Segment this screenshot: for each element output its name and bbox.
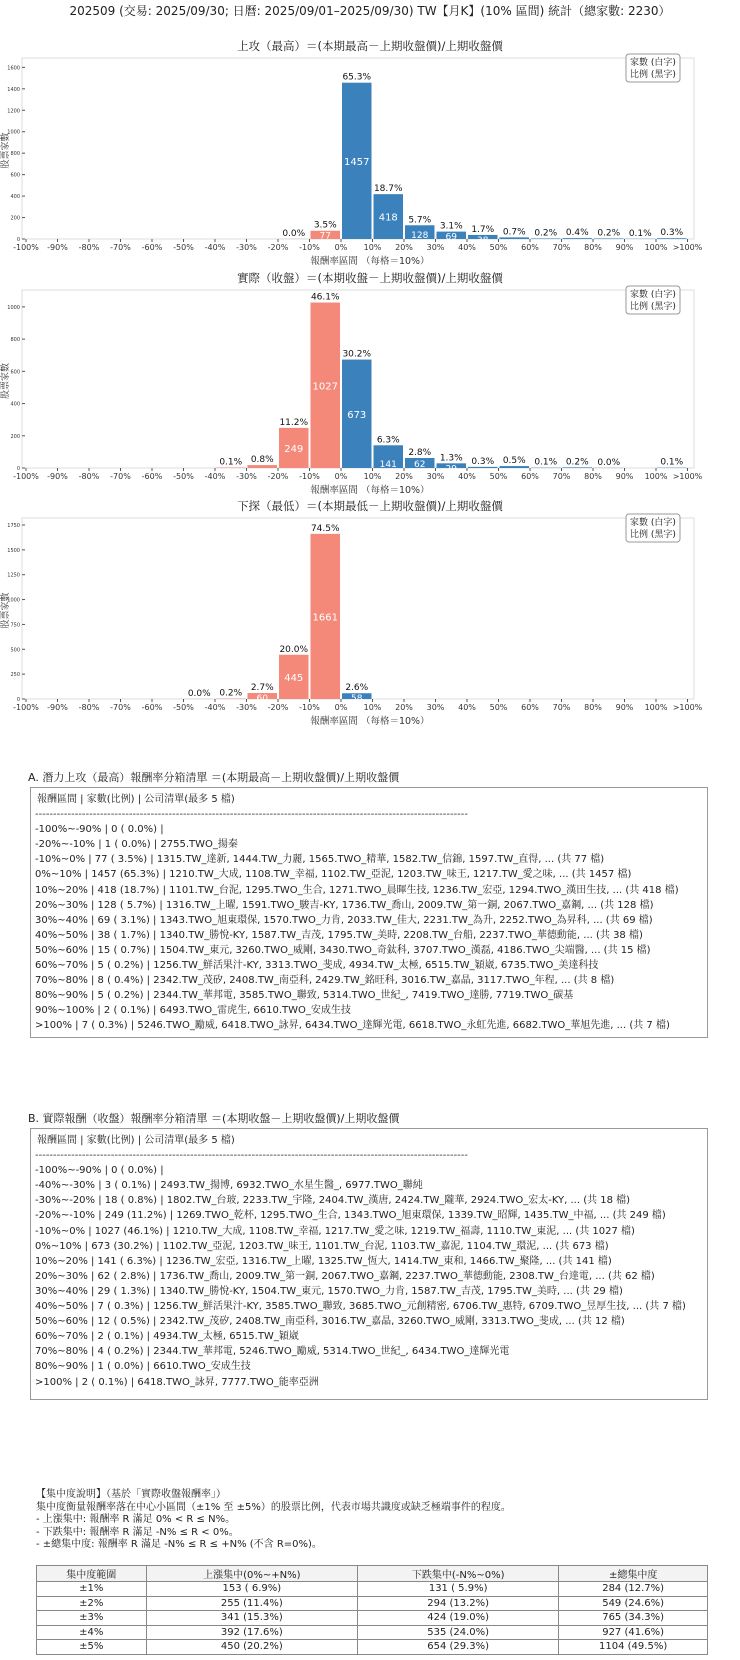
pct-label: 2.6% [345, 683, 369, 694]
bar [500, 237, 530, 239]
x-tick-label: -30% [236, 243, 257, 252]
table-cell: 424 (19.0%) [358, 1611, 559, 1626]
x-axis-label: 報酬率區間 （每格＝10%） [310, 485, 430, 496]
y-tick-label: 1500 [7, 547, 20, 554]
count-label: 69 [445, 232, 457, 243]
count-label: 38 [477, 235, 489, 246]
pct-label: 0.1% [628, 228, 652, 239]
pct-label: 3.1% [439, 221, 463, 232]
y-tick-label: 0 [16, 237, 20, 243]
list-row: -100%~-90% | 0 ( 0.0%) | [35, 1165, 164, 1177]
table-cell: ±2% [37, 1596, 147, 1611]
x-tick-label: -20% [267, 243, 289, 252]
x-tick-label: 40% [458, 703, 476, 712]
x-tick-label: -40% [204, 243, 226, 252]
x-tick-label: 90% [615, 243, 634, 252]
table-cell: 765 (34.3%) [559, 1611, 708, 1626]
y-tick-label: 400 [10, 194, 20, 201]
x-tick-label: -20% [267, 472, 289, 481]
y-axis-label: 股票家數 [1, 592, 11, 629]
list-row: 10%~20% | 141 ( 6.3%) | 1236.TW_宏亞, 1316.TW_上曜, 1325.TW_恆大, 1414.TW_東和, 1466.TW_聚隆, ... (共 141 檔) [35, 1255, 612, 1267]
bar [594, 238, 624, 239]
table-cell: ±5% [37, 1640, 147, 1655]
pct-label: 0.2% [219, 688, 243, 699]
x-tick-label: 70% [552, 243, 571, 252]
pct-label: 0.1% [660, 457, 684, 468]
y-tick-label: 1750 [7, 522, 20, 529]
x-tick-label: -80% [78, 472, 100, 481]
y-tick-label: 250 [10, 672, 20, 679]
pct-label: 0.5% [502, 456, 526, 467]
y-tick-label: 800 [10, 337, 20, 344]
y-tick-label: 1600 [7, 65, 20, 72]
x-tick-label: 40% [458, 472, 476, 481]
count-label: 1661 [312, 612, 338, 624]
x-axis-label: 報酬率區間 （每格＝10%） [310, 716, 430, 726]
pct-label: 0.1% [534, 457, 558, 468]
pct-label: 0.7% [502, 227, 526, 238]
x-tick-label: -80% [78, 243, 100, 252]
table-header-cell: 下跌集中(-N%~0%) [358, 1566, 559, 1582]
list-row: -20%~-10% | 249 (11.2%) | 1269.TWO_乾杯, 1295.TWO_生合, 1343.TWO_旭東環保, 1339.TW_昭輝, 1435.TW_中福, ... (共 249 檔) [35, 1210, 666, 1222]
list-row: 20%~30% | 62 ( 2.8%) | 1736.TW_喬山, 2009.TW_第一銅, 2067.TWO_嘉鋼, 2237.TWO_華德動能, 2308.TW_台達電, ... (共 62 檔) [35, 1270, 655, 1282]
count-label: 673 [347, 409, 367, 421]
x-tick-label: -100% [13, 703, 39, 712]
count-label: 1457 [344, 156, 370, 168]
list-a-box [30, 787, 708, 1038]
pct-label: 11.2% [279, 417, 309, 428]
bar [563, 467, 593, 468]
pct-label: 0.1% [219, 457, 243, 468]
table-cell: 153 ( 6.9%) [146, 1582, 357, 1597]
list-b-title: B. 實際報酬（收盤）報酬率分箱清單 ＝(本期收盤－上期收盤價)/上期收盤價 [28, 1112, 400, 1125]
table-cell: ±3% [37, 1611, 147, 1626]
pct-label: 0.2% [534, 228, 558, 239]
x-tick-label: 90% [615, 703, 634, 712]
pct-label: 46.1% [310, 292, 340, 303]
note-line: - 下跌集中: 報酬率 R 滿足 -N% ≤ R < 0%。 [36, 1526, 239, 1538]
pct-label: 1.3% [439, 453, 463, 464]
pct-label: 0.2% [597, 228, 621, 239]
chart-title: 下探（最低）＝(本期最低－上期收盤價)/上期收盤價 [237, 499, 503, 513]
note-line: 【集中度說明】（基於「實際收盤報酬率」） [36, 1489, 226, 1500]
x-tick-label: >100% [672, 703, 703, 712]
x-tick-label: -10% [299, 703, 320, 712]
x-tick-label: -90% [47, 703, 68, 712]
y-tick-label: 1000 [7, 304, 20, 311]
y-tick-label: 1200 [7, 108, 20, 115]
chart-low [0, 498, 740, 726]
list-row: 0%~10% | 1457 (65.3%) | 1210.TW_大成, 1108.TW_幸福, 1102.TW_亞泥, 1203.TW_味王, 1217.TW_愛之味, ... (共 1457 檔) [35, 869, 632, 881]
pct-label: 30.2% [342, 349, 372, 360]
x-tick-label: 80% [584, 703, 602, 712]
y-tick-label: 200 [10, 433, 20, 440]
y-tick-label: 750 [10, 622, 20, 629]
pct-label: 1.7% [471, 224, 495, 235]
table-row [37, 1640, 708, 1655]
chart-close [0, 270, 740, 498]
concentration-body [37, 1582, 708, 1655]
x-tick-label: 90% [615, 472, 634, 481]
x-tick-label: -100% [13, 243, 39, 252]
x-tick-label: 0% [334, 243, 348, 252]
y-tick-label: 0 [16, 697, 20, 703]
note-line: - ±總集中度: 報酬率 R 滿足 -N% ≤ R ≤ +N% (不含 R=0%)。 [36, 1539, 322, 1551]
list-row: 70%~80% | 8 ( 0.4%) | 2342.TW_茂矽, 2408.TW_南亞科, 2429.TW_銘旺科, 3016.TW_嘉晶, 3117.TWO_年程, ... (共 8 檔) [35, 975, 615, 987]
pct-label: 0.0% [597, 457, 621, 468]
list-row: -20%~-10% | 1 ( 0.0%) | 2755.TWO_揚秦 [35, 839, 238, 851]
y-tick-label: 600 [10, 369, 20, 376]
list-a-header: 報酬區間 | 家數(比例) | 公司清單(最多 5 檔) [37, 794, 235, 805]
legend-line: 比例 (黑字) [630, 530, 676, 540]
list-row: -10%~0% | 77 ( 3.5%) | 1315.TW_達新, 1444.TW_力麗, 1565.TWO_精華, 1582.TW_信錦, 1597.TW_直得, ... (共 77 檔) [35, 854, 605, 866]
count-label: 60 [256, 694, 268, 705]
x-tick-label: 10% [363, 243, 382, 252]
x-tick-label: -70% [110, 703, 131, 712]
list-row: 50%~60% | 15 ( 0.7%) | 1504.TW_東元, 3260.TWO_威剛, 3430.TWO_奇鈦科, 3707.TWO_漢磊, 4186.TWO_尖端醫, ... (共 15 檔) [35, 944, 651, 956]
pct-label: 74.5% [310, 523, 340, 534]
pct-label: 2.8% [408, 448, 432, 459]
x-tick-label: -10% [299, 472, 320, 481]
x-tick-label: -90% [47, 472, 68, 481]
count-label: 445 [284, 672, 304, 684]
list-row: 10%~20% | 418 (18.7%) | 1101.TW_台泥, 1295.TWO_生合, 1271.TWO_晨暉生技, 1236.TW_宏亞, 1294.TWO_漢田生技, ... (共 418 檔) [35, 884, 679, 896]
y-tick-label: 500 [10, 647, 20, 654]
x-tick-label: 50% [489, 703, 508, 712]
x-tick-label: 30% [426, 243, 445, 252]
y-tick-label: 0 [16, 466, 20, 472]
table-cell: 284 (12.7%) [559, 1582, 708, 1597]
table-row [37, 1625, 708, 1640]
x-tick-label: 40% [458, 243, 476, 252]
x-tick-label: 100% [644, 703, 668, 712]
table-cell: 341 (15.3%) [146, 1611, 357, 1626]
table-cell: 535 (24.0%) [358, 1625, 559, 1640]
x-tick-label: 50% [489, 472, 508, 481]
chart-title: 上攻（最高）＝(本期最高－上期收盤價)/上期收盤價 [237, 39, 503, 53]
list-row: 20%~30% | 128 ( 5.7%) | 1316.TW_上曜, 1591.TWO_駿吉-KY, 1736.TW_喬山, 2009.TW_第一銅, 2067.TWO_嘉鋼, ... (共 128 檔) [35, 899, 654, 911]
list-row: 90%~100% | 2 ( 0.1%) | 6493.TWO_雷虎生, 6610.TWO_安成生技 [35, 1005, 351, 1017]
bar [657, 238, 687, 239]
x-tick-label: 20% [395, 243, 413, 252]
y-tick-label: 200 [10, 215, 20, 222]
x-tick-label: -40% [204, 703, 226, 712]
table-cell: 549 (24.6%) [559, 1596, 708, 1611]
x-tick-label: -50% [173, 703, 194, 712]
x-tick-label: -100% [13, 472, 39, 481]
table-cell: 392 (17.6%) [146, 1625, 357, 1640]
count-label: 418 [378, 212, 398, 224]
x-tick-label: -50% [173, 243, 194, 252]
bar [468, 467, 498, 468]
list-row: 0%~10% | 673 (30.2%) | 1102.TW_亞泥, 1203.TW_味王, 1101.TW_台泥, 1103.TW_嘉泥, 1104.TW_環泥, ... (共 673 檔) [35, 1240, 609, 1252]
x-tick-label: 10% [363, 703, 382, 712]
y-tick-label: 1000 [7, 597, 20, 604]
table-cell: 1104 (49.5%) [559, 1640, 708, 1655]
table-cell: 654 (29.3%) [358, 1640, 559, 1655]
count-label: 249 [284, 443, 304, 455]
list-row: >100% | 7 ( 0.3%) | 5246.TWO_勵威, 6418.TWO_詠昇, 6434.TWO_達輝光電, 6618.TWO_永虹先進, 6682.TWO_華旭先進, ... (共 7 檔) [35, 1020, 670, 1032]
x-tick-label: -10% [299, 243, 320, 252]
table-cell: 927 (41.6%) [559, 1625, 708, 1640]
legend-line: 家數 (白字) [630, 58, 676, 68]
count-label: 128 [411, 231, 429, 241]
concentration-table [36, 1565, 708, 1655]
table-row [37, 1611, 708, 1626]
y-tick-label: 1400 [7, 86, 20, 93]
list-row: 80%~90% | 5 ( 0.2%) | 2344.TW_華邦電, 3585.TWO_聯致, 5314.TWO_世紀_, 7419.TWO_達勝, 7719.TWO_碳基 [35, 990, 574, 1002]
x-tick-label: -30% [236, 472, 257, 481]
table-header-cell: 集中度範圍 [37, 1566, 147, 1582]
table-header-cell: ±總集中度 [559, 1566, 708, 1582]
table-cell: 131 ( 5.9%) [358, 1582, 559, 1597]
chart-high [0, 38, 740, 273]
count-label: 1027 [312, 381, 338, 393]
y-axis-label: 股票家數 [1, 362, 11, 400]
list-row: 40%~50% | 38 ( 1.7%) | 1340.TW_勝悅-KY, 1587.TW_吉茂, 1795.TW_美時, 2208.TW_台船, 2237.TWO_華德動能, ... (共 38 檔) [35, 929, 643, 941]
pct-label: 6.3% [376, 435, 400, 446]
y-tick-label: 1250 [7, 572, 20, 579]
x-tick-label: 80% [584, 243, 602, 252]
pct-label: 65.3% [342, 72, 372, 83]
note-line: - 上漲集中: 報酬率 R 滿足 0% < R ≤ N%。 [36, 1514, 236, 1526]
x-tick-label: -40% [204, 472, 226, 481]
x-tick-label: -80% [78, 703, 100, 712]
pct-label: 5.7% [408, 215, 432, 226]
x-tick-label: -70% [110, 243, 131, 252]
count-label: 77 [319, 231, 331, 242]
list-row: 60%~70% | 2 ( 0.1%) | 4934.TW_太極, 6515.TW_穎崴 [35, 1331, 299, 1343]
bar [500, 466, 530, 468]
chart-title: 實際（收盤）＝(本期收盤－上期收盤價)/上期收盤價 [237, 271, 503, 285]
legend-line: 比例 (黑字) [630, 70, 676, 80]
note-line: 集中度衡量報酬率落在中心小區間（±1% 至 ±5%）的股票比例，代表市場共識度或缺乏極端事件的程度。 [36, 1501, 511, 1513]
count-label: 29 [445, 464, 457, 475]
table-cell: 255 (11.4%) [146, 1596, 357, 1611]
list-a-rows [35, 822, 707, 1033]
x-tick-label: 70% [552, 703, 571, 712]
list-b-header: 報酬區間 | 家數(比例) | 公司清單(最多 5 檔) [37, 1135, 235, 1146]
pct-label: 0.3% [471, 456, 495, 467]
x-tick-label: -30% [236, 703, 257, 712]
bar [248, 465, 278, 468]
concentration-header-row [37, 1566, 708, 1582]
x-tick-label: 60% [521, 703, 539, 712]
list-row: 30%~40% | 29 ( 1.3%) | 1340.TW_勝悅-KY, 1504.TW_東元, 1570.TWO_力肯, 1587.TW_吉茂, 1795.TW_美時, ... (共 29 檔) [35, 1285, 623, 1297]
list-a-title: A. 潛力上攻（最高）報酬率分箱清單 ＝(本期最高－上期收盤價)/上期收盤價 [28, 771, 400, 784]
x-tick-label: 50% [489, 243, 508, 252]
x-tick-label: >100% [672, 472, 703, 481]
list-b-rows [35, 1163, 707, 1389]
list-row: 60%~70% | 5 ( 0.2%) | 1256.TW_鮮活果汁-KY, 3313.TWO_斐成, 4934.TW_太極, 6515.TW_穎崴, 6735.TWO_美達科技 [35, 960, 599, 972]
x-tick-label: 10% [363, 472, 382, 481]
table-header-cell: 上漲集中(0%~+N%) [146, 1566, 357, 1582]
pct-label: 0.2% [565, 457, 589, 468]
legend-line: 比例 (黑字) [630, 302, 676, 312]
pct-label: 0.3% [660, 228, 684, 239]
list-row: 70%~80% | 4 ( 0.2%) | 2344.TW_華邦電, 5246.TWO_勵威, 5314.TWO_世紀_, 6434.TWO_達輝光電 [35, 1346, 510, 1358]
legend-line: 家數 (白字) [630, 290, 676, 300]
x-tick-label: -60% [141, 243, 163, 252]
list-row: 30%~40% | 69 ( 3.1%) | 1343.TWO_旭東環保, 1570.TWO_力肯, 2033.TW_佳大, 2231.TW_為升, 2252.TWO_為昇科, ... (共 69 檔) [35, 914, 653, 926]
x-tick-label: 30% [426, 472, 445, 481]
y-tick-label: 800 [10, 151, 20, 158]
x-tick-label: 0% [334, 472, 348, 481]
report-header: 202509 (交易: 2025/09/30; 日曆: 2025/09/01–2025/09/30) TW【月K】(10% 區間) 統計（總家數: 2230） [69, 4, 671, 18]
x-tick-label: 60% [521, 243, 539, 252]
table-cell: 450 (20.2%) [146, 1640, 357, 1655]
count-label: 62 [414, 460, 426, 470]
x-tick-label: 80% [584, 472, 602, 481]
list-row: 40%~50% | 7 ( 0.3%) | 1256.TW_鮮活果汁-KY, 3585.TWO_聯致, 3685.TWO_元創精密, 6706.TW_惠特, 6709.TWO_昱厚生技, ... (共 7 檔) [35, 1301, 686, 1313]
table-cell: ±1% [37, 1582, 147, 1597]
x-tick-label: 60% [521, 472, 539, 481]
y-tick-label: 600 [10, 172, 20, 179]
pct-label: 2.7% [250, 683, 274, 694]
list-row: -10%~0% | 1027 (46.1%) | 1210.TW_大成, 1108.TW_幸福, 1217.TW_愛之味, 1219.TW_福壽, 1110.TW_東泥, ... (共 1027 檔) [35, 1225, 635, 1237]
list-b-box [30, 1128, 708, 1400]
x-tick-label: -20% [267, 703, 289, 712]
y-tick-label: 1000 [7, 129, 20, 136]
pct-label: 0.0% [282, 228, 306, 239]
x-tick-label: 20% [395, 703, 413, 712]
pct-label: 20.0% [279, 644, 309, 655]
table-cell: 294 (13.2%) [358, 1596, 559, 1611]
x-tick-label: -50% [173, 472, 194, 481]
pct-label: 3.5% [313, 220, 337, 231]
y-tick-label: 400 [10, 401, 20, 408]
list-row: -40%~-30% | 3 ( 0.1%) | 2493.TW_揚博, 6932.TWO_水星生醫_, 6977.TWO_聯純 [35, 1180, 423, 1192]
x-tick-label: -70% [110, 472, 131, 481]
bar [531, 238, 561, 239]
x-tick-label: 100% [644, 243, 668, 252]
table-cell: ±4% [37, 1625, 147, 1640]
list-row: -100%~-90% | 0 ( 0.0%) | [35, 824, 164, 836]
count-label: 141 [379, 460, 397, 470]
x-tick-label: 0% [334, 703, 348, 712]
pct-label: 0.4% [565, 228, 589, 239]
list-row: 80%~90% | 1 ( 0.0%) | 6610.TWO_安成生技 [35, 1361, 251, 1373]
x-axis-label: 報酬率區間 （每格＝10%） [310, 256, 430, 267]
concentration-notes [36, 1489, 716, 1552]
x-tick-label: -60% [141, 472, 163, 481]
list-row: -30%~-20% | 18 ( 0.8%) | 1802.TW_台玻, 2233.TW_宇隆, 2404.TW_漢唐, 2424.TW_隴華, 2924.TWO_宏太-KY, ... (共 18 檔) [35, 1195, 631, 1207]
list-b-separator: ------------------------------------------------------------------------------------------------------------------------ [35, 1150, 469, 1162]
list-a-separator: ------------------------------------------------------------------------------------------------------------------------ [35, 809, 469, 821]
x-tick-label: 70% [552, 472, 571, 481]
table-row [37, 1596, 708, 1611]
x-tick-label: >100% [672, 243, 703, 252]
list-row: >100% | 2 ( 0.1%) | 6418.TWO_詠昇, 7777.TWO_能率亞洲 [35, 1376, 319, 1388]
legend-line: 家數 (白字) [630, 518, 676, 528]
x-tick-label: -60% [141, 703, 163, 712]
pct-label: 0.8% [250, 455, 274, 466]
bar [563, 238, 593, 239]
y-axis-label: 股票家數 [1, 132, 11, 169]
count-label: 58 [351, 694, 363, 705]
plot-frame [22, 518, 694, 699]
list-row: 50%~60% | 12 ( 0.5%) | 2342.TW_茂矽, 2408.TW_南亞科, 3016.TW_嘉晶, 3260.TWO_威剛, 3313.TWO_斐成, ... (共 12 檔) [35, 1316, 625, 1328]
table-row [37, 1582, 708, 1597]
x-tick-label: -90% [47, 243, 68, 252]
pct-label: 18.7% [373, 184, 403, 195]
pct-label: 0.0% [187, 688, 211, 699]
x-tick-label: 30% [426, 703, 445, 712]
x-tick-label: 20% [395, 472, 413, 481]
x-tick-label: 100% [644, 472, 668, 481]
